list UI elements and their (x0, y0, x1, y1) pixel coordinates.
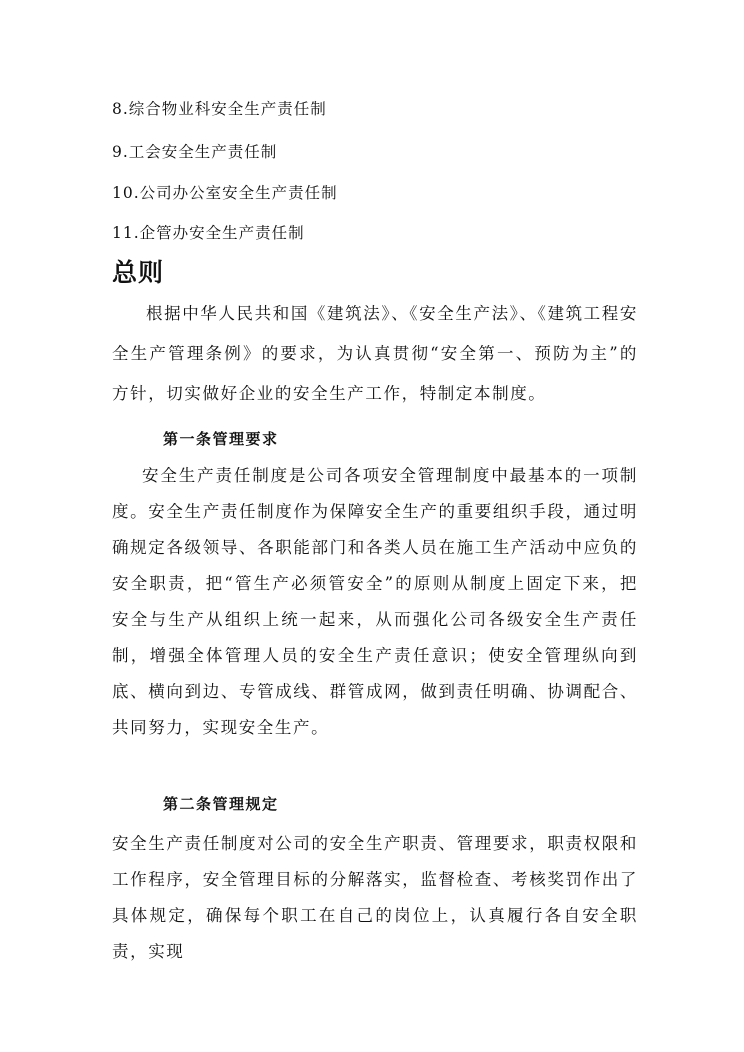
section-title: 总则 (112, 258, 165, 287)
article-1-heading: 第一条管理要求 (163, 430, 279, 448)
list-item-10: 10.公司办公室安全生产责任制 (112, 184, 338, 202)
list-item-8: 8.综合物业科安全生产责任制 (112, 100, 327, 118)
article-2-heading: 第二条管理规定 (163, 795, 279, 813)
list-item-11: 11.企管办安全生产责任制 (112, 224, 305, 242)
intro-paragraph: 根据中华人民共和国《建筑法》、《安全生产法》、《建筑工程安全生产管理条例》的要求，为认真贯彻“安全第一、预防为主”的方针，切实做好企业的安全生产工作，特制定本制度。 (112, 304, 638, 403)
list-item-9: 9.工会安全生产责任制 (112, 143, 278, 161)
article-1-body: 安全生产责任制度是公司各项安全管理制度中最基本的一项制度。安全生产责任制度作为保障安全生产的重要组织手段，通过明确规定各级领导、各职能部门和各类人员在施工生产活动中应负的安全职责，把“管生产必须管安全”的原则从制度上固定下来，把安全与生产从组织上统一起来，从而强化公司各级安全生产责任制，增强全体管理人员的安全生产责任意识；使安全管理纵向到底、横向到边、专管成线、群管成网，做到责任明确、协调配合、共同努力，实现安全生产。 (112, 466, 638, 737)
article-2-body: 安全生产责任制度对公司的安全生产职责、管理要求，职责权限和工作程序，安全管理目标的分解落实，监督检查、考核奖罚作出了具体规定，确保每个职工在自己的岗位上，认真履行各自安全职责，实现 (112, 834, 638, 961)
